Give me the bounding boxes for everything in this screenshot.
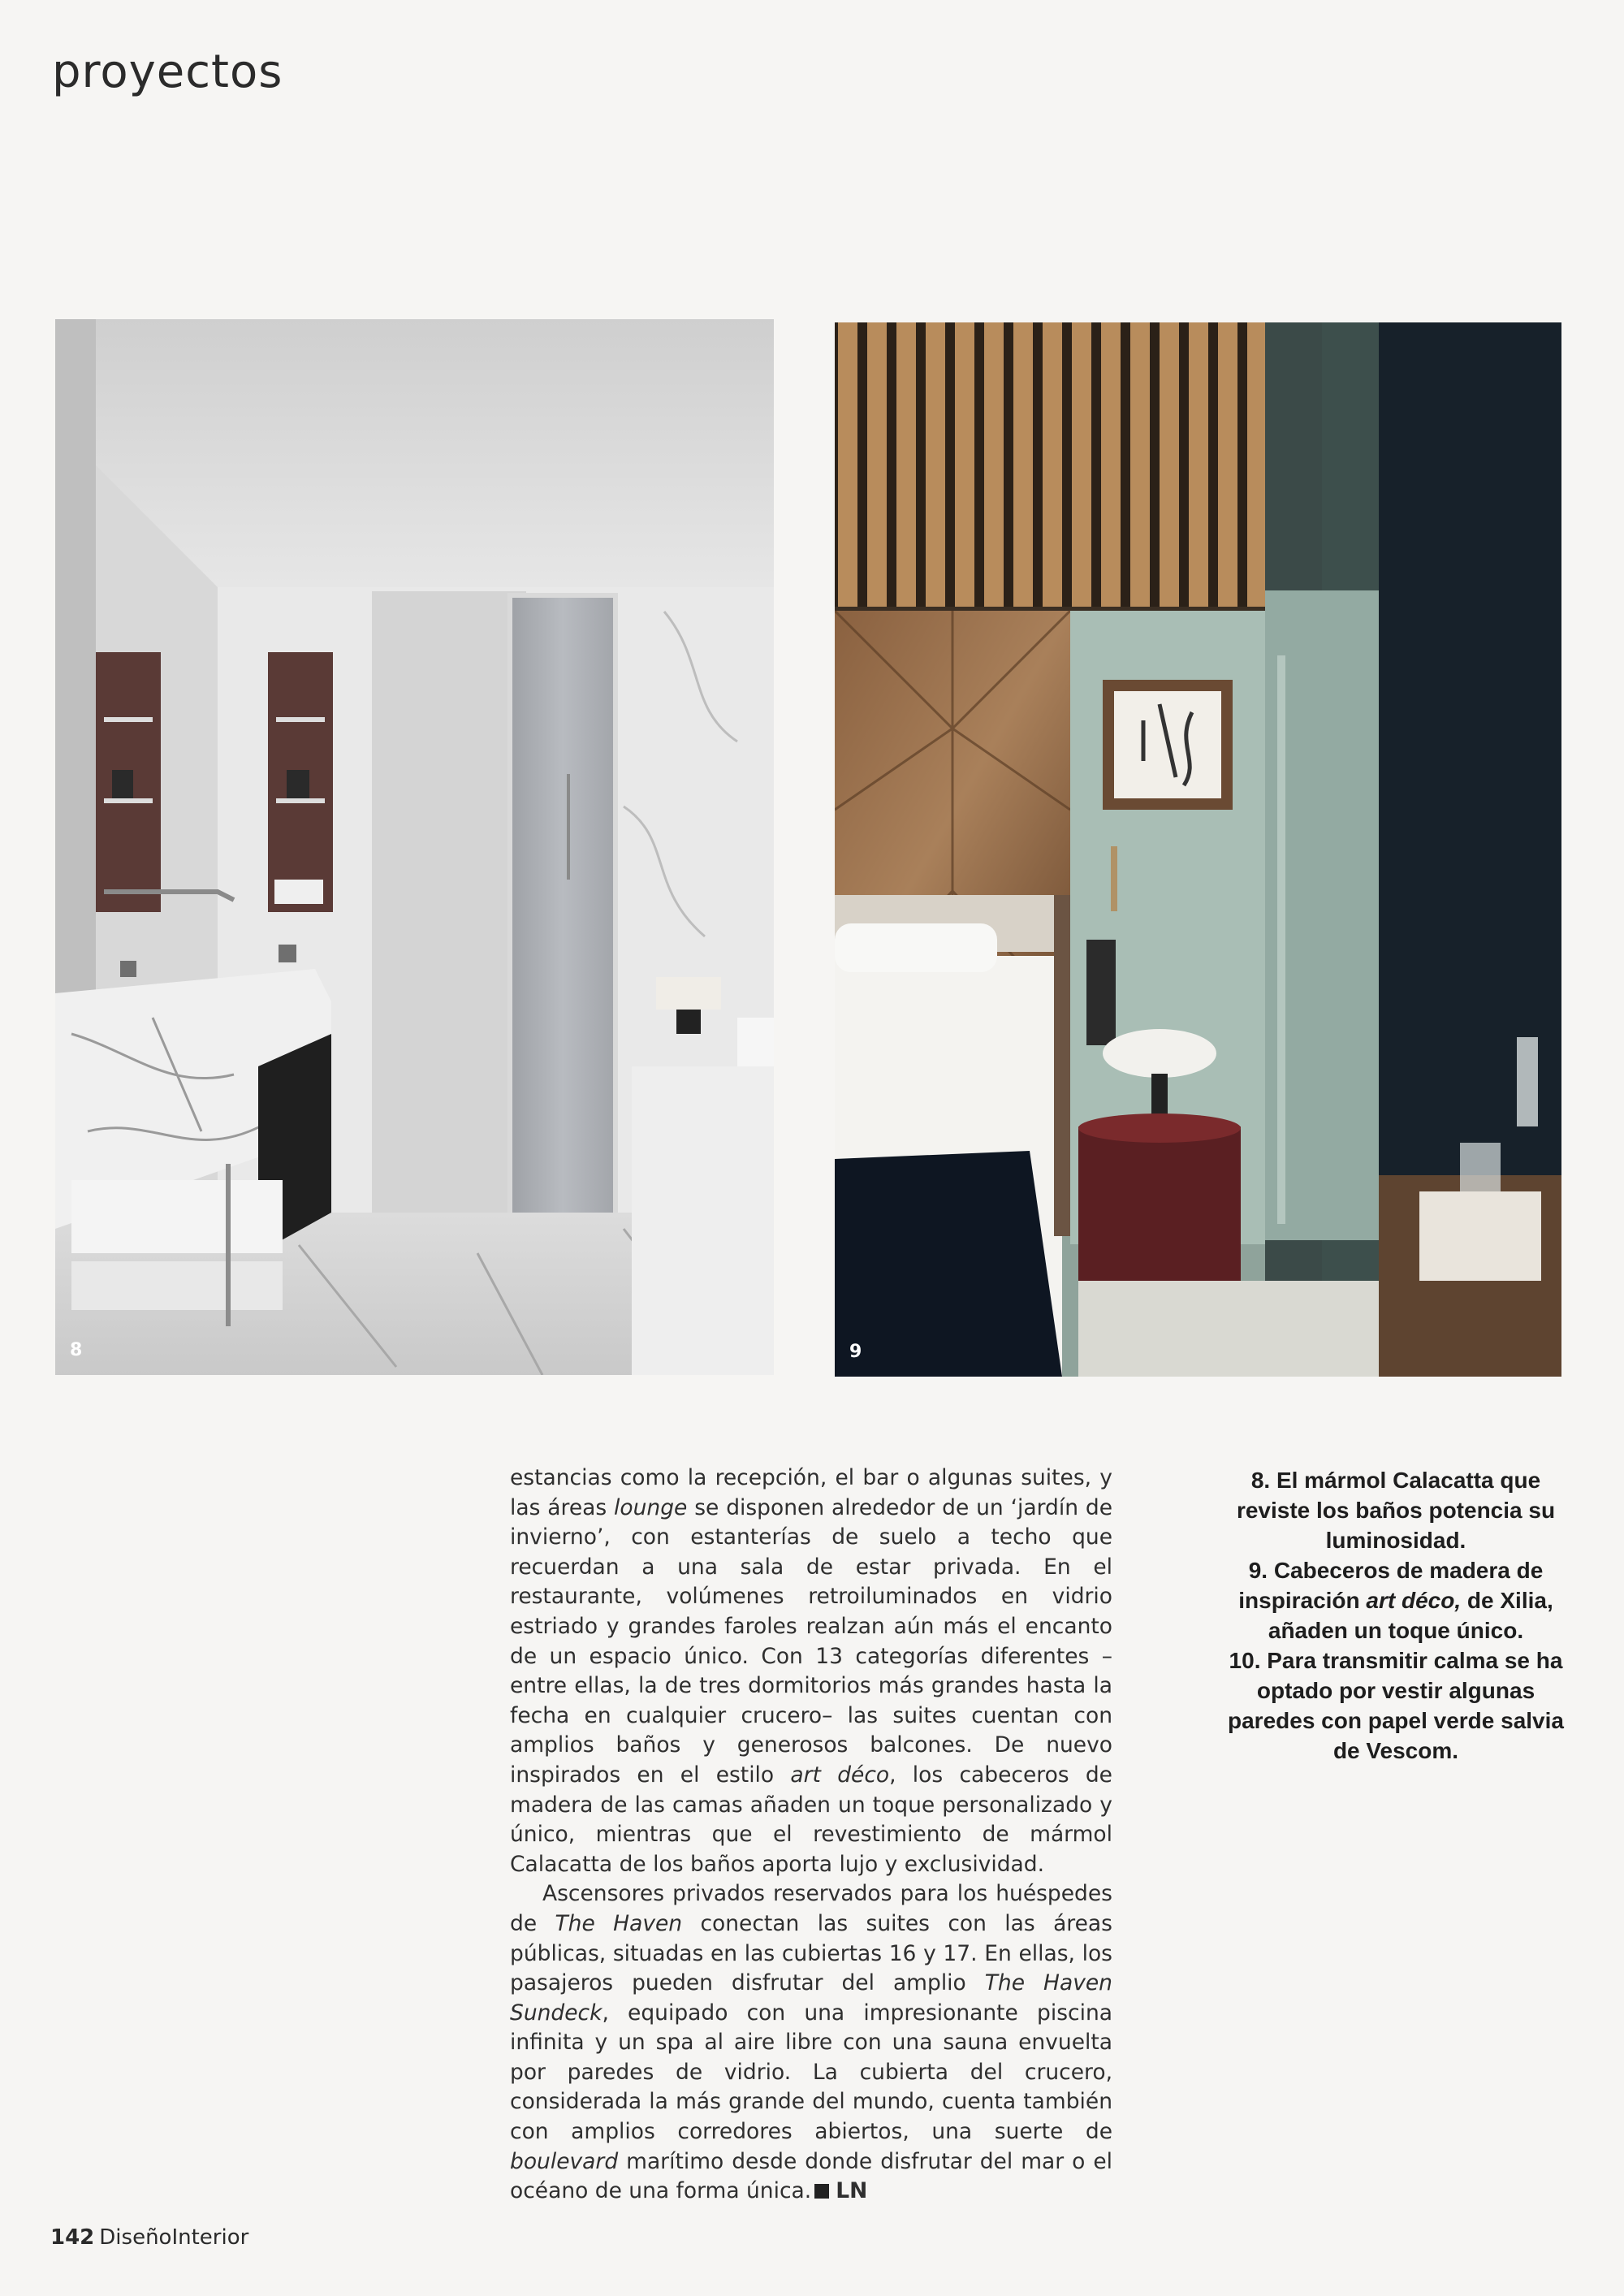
photo-captions bbox=[1218, 1465, 1574, 1766]
article-paragraph bbox=[510, 1879, 1112, 2207]
caption bbox=[1218, 1555, 1574, 1645]
italic-text-run: boulevard bbox=[510, 2148, 619, 2174]
text-run: , los cabeceros de madera de las camas añaden un toque personalizado y único, mientras que el revestimiento de mármol Calacatta de los baños aporta lujo y exclusividad. bbox=[510, 1762, 1112, 1877]
italic-text-run: The Haven Sundeck bbox=[510, 1970, 1112, 2026]
author-signature: LN bbox=[836, 2178, 868, 2204]
article-body bbox=[510, 1464, 1112, 2207]
bedroom-illustration bbox=[835, 322, 1561, 1377]
caption bbox=[1218, 1465, 1574, 1555]
italic-text-run: art déco, bbox=[1366, 1588, 1462, 1613]
page-footer bbox=[50, 2225, 248, 2250]
bathroom-illustration bbox=[55, 319, 774, 1375]
text-run: se disponen alrededor de un ‘jardín de invierno’, con estanterías de suelo a techo que recuerdan a una sala de estar privada. En el restaurante, volúmenes retroiluminados en vidrio estriado y grandes faroles realzan aún más el encanto de un espacio único. Con 13 categorías diferentes –entre ellas, la de tres dormitorios más grandes hasta la fecha en cualquier crucero– las suites cuentan con amplios baños y generosos balcones. De nuevo inspirados en el estilo bbox=[510, 1494, 1112, 1788]
page-number: 142 bbox=[50, 2225, 95, 2250]
text-run: conectan las suites con las áreas públicas, situadas en las cubiertas 16 y 17. En ellas, los pasajeros pueden disfrutar del amplio bbox=[510, 1910, 1112, 1996]
italic-text-run: The Haven bbox=[555, 1910, 683, 1936]
caption bbox=[1218, 1645, 1574, 1766]
text-run: marítimo desde donde disfrutar del mar o el océano de una forma única. bbox=[510, 2148, 1112, 2204]
figure-number: 8 bbox=[70, 1340, 83, 1360]
text-run: 8. El mármol Calacatta que reviste los baños potencia su luminosidad. bbox=[1236, 1468, 1556, 1553]
text-run: de Xilia, añaden un toque único. bbox=[1268, 1588, 1553, 1643]
text-run: estancias como la recepción, el bar o algunas suites, y las áreas bbox=[510, 1465, 1112, 1520]
italic-text-run: lounge bbox=[614, 1494, 688, 1520]
section-title: proyectos bbox=[52, 45, 283, 98]
text-run: 9. Cabeceros de madera de inspiración bbox=[1238, 1558, 1544, 1613]
text-run: , equipado con una impresionante piscina infinita y un spa al aire libre con una sauna envuelta por paredes de vidrio. La cubierta del crucero, considerada la más grande del mundo, cuenta también con amplios corredores abiertos, una suerte de bbox=[510, 2000, 1112, 2145]
photo-bathroom bbox=[55, 319, 774, 1375]
figure-number: 9 bbox=[849, 1342, 862, 1362]
magazine-name: DiseñoInterior bbox=[99, 2225, 249, 2250]
text-run: Ascensores privados reservados para los huéspedes de bbox=[510, 1881, 1112, 1936]
article-paragraph bbox=[510, 1464, 1112, 1879]
photo-bedroom bbox=[835, 322, 1561, 1377]
italic-text-run: art déco bbox=[790, 1762, 890, 1788]
text-run: 10. Para transmitir calma se ha optado por vestir algunas paredes con papel verde salvia de Vescom. bbox=[1228, 1648, 1564, 1763]
end-mark-square bbox=[814, 2184, 829, 2199]
